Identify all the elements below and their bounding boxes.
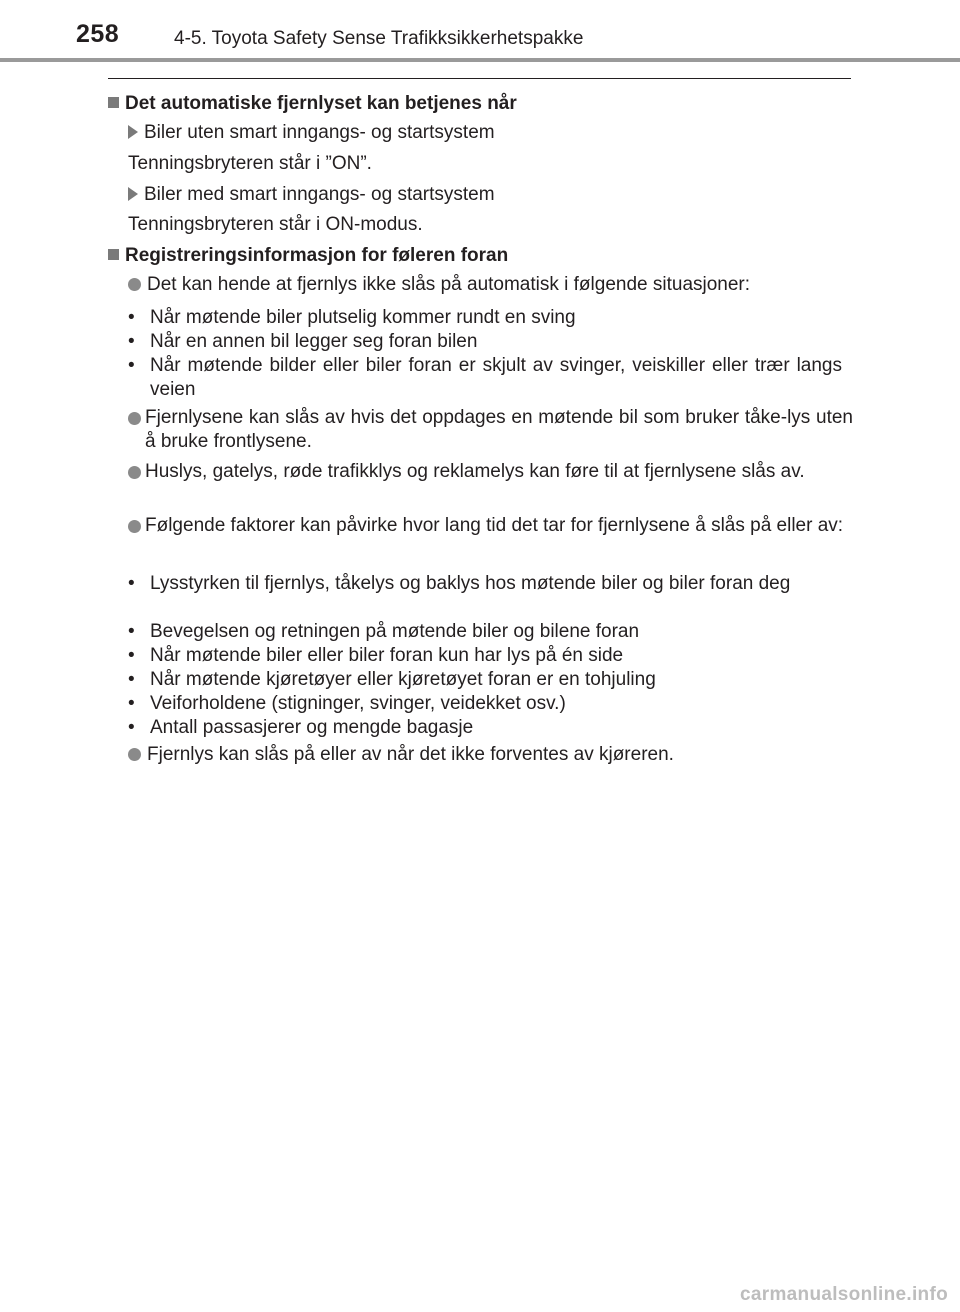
list-item: • Veiforholdene (stigninger, svinger, veidekket osv.)	[128, 693, 566, 714]
header-divider	[0, 58, 960, 62]
condition-text: Tenningsbryteren står i ”ON”.	[128, 153, 372, 174]
section-heading: Registreringsinformasjon for føleren foran	[108, 244, 508, 268]
circle-bullet-icon	[128, 466, 141, 479]
section-title: 4-5. Toyota Safety Sense Trafikksikkerhetspakke	[174, 28, 584, 49]
page-header	[0, 0, 960, 66]
triangle-marker-icon	[128, 187, 138, 201]
list-item: • Når møtende bilder eller biler foran er skjult av svinger, veiskiller eller trær langs veien	[128, 355, 842, 400]
list-item: • Når en annen bil legger seg foran bilen	[128, 331, 478, 352]
circle-bullet-icon	[128, 748, 141, 761]
list-item: • Når møtende biler plutselig kommer rundt en sving	[128, 307, 576, 328]
page-number: 258	[76, 20, 120, 48]
list-item: • Når møtende kjøretøyer eller kjøretøyet foran er en tohjuling	[128, 669, 656, 690]
condition-line: Biler med smart inngangs- og startsystem	[128, 183, 495, 207]
square-marker-icon	[108, 249, 119, 260]
circle-bullet-icon	[128, 412, 141, 425]
condition-line: Biler uten smart inngangs- og startsystem	[128, 121, 495, 145]
section-heading: Det automatiske fjernlyset kan betjenes når	[108, 92, 517, 116]
watermark: carmanualsonline.info	[740, 1284, 948, 1305]
condition-text: Tenningsbryteren står i ON-modus.	[128, 214, 423, 235]
square-marker-icon	[108, 97, 119, 108]
circle-bullet-icon	[128, 520, 141, 533]
list-item: • Antall passasjerer og mengde bagasje	[128, 717, 474, 738]
content-top-divider	[108, 78, 851, 79]
list-item: • Lysstyrken til fjernlys, tåkelys og baklys hos møtende biler og biler foran deg	[128, 573, 791, 594]
circle-bullet-icon	[128, 278, 141, 291]
point-item: Følgende faktorer kan påvirke hvor lang tid det tar for fjernlysene å slås på eller av:	[128, 514, 853, 562]
point-item: Fjernlysene kan slås av hvis det oppdages en møtende bil som bruker tåke-lys uten å bruke frontlysene.	[128, 406, 853, 454]
list-item: • Bevegelsen og retningen på møtende biler og bilene foran	[128, 621, 640, 642]
list-item: • Når møtende biler eller biler foran kun har lys på én side	[128, 645, 624, 666]
point-item: Huslys, gatelys, røde trafikklys og reklamelys kan føre til at fjernlysene slås av.	[128, 460, 853, 508]
point-item: Fjernlys kan slås på eller av når det ikke forventes av kjøreren.	[128, 743, 674, 767]
triangle-marker-icon	[128, 125, 138, 139]
point-item: Det kan hende at fjernlys ikke slås på automatisk i følgende situasjoner:	[128, 273, 750, 297]
